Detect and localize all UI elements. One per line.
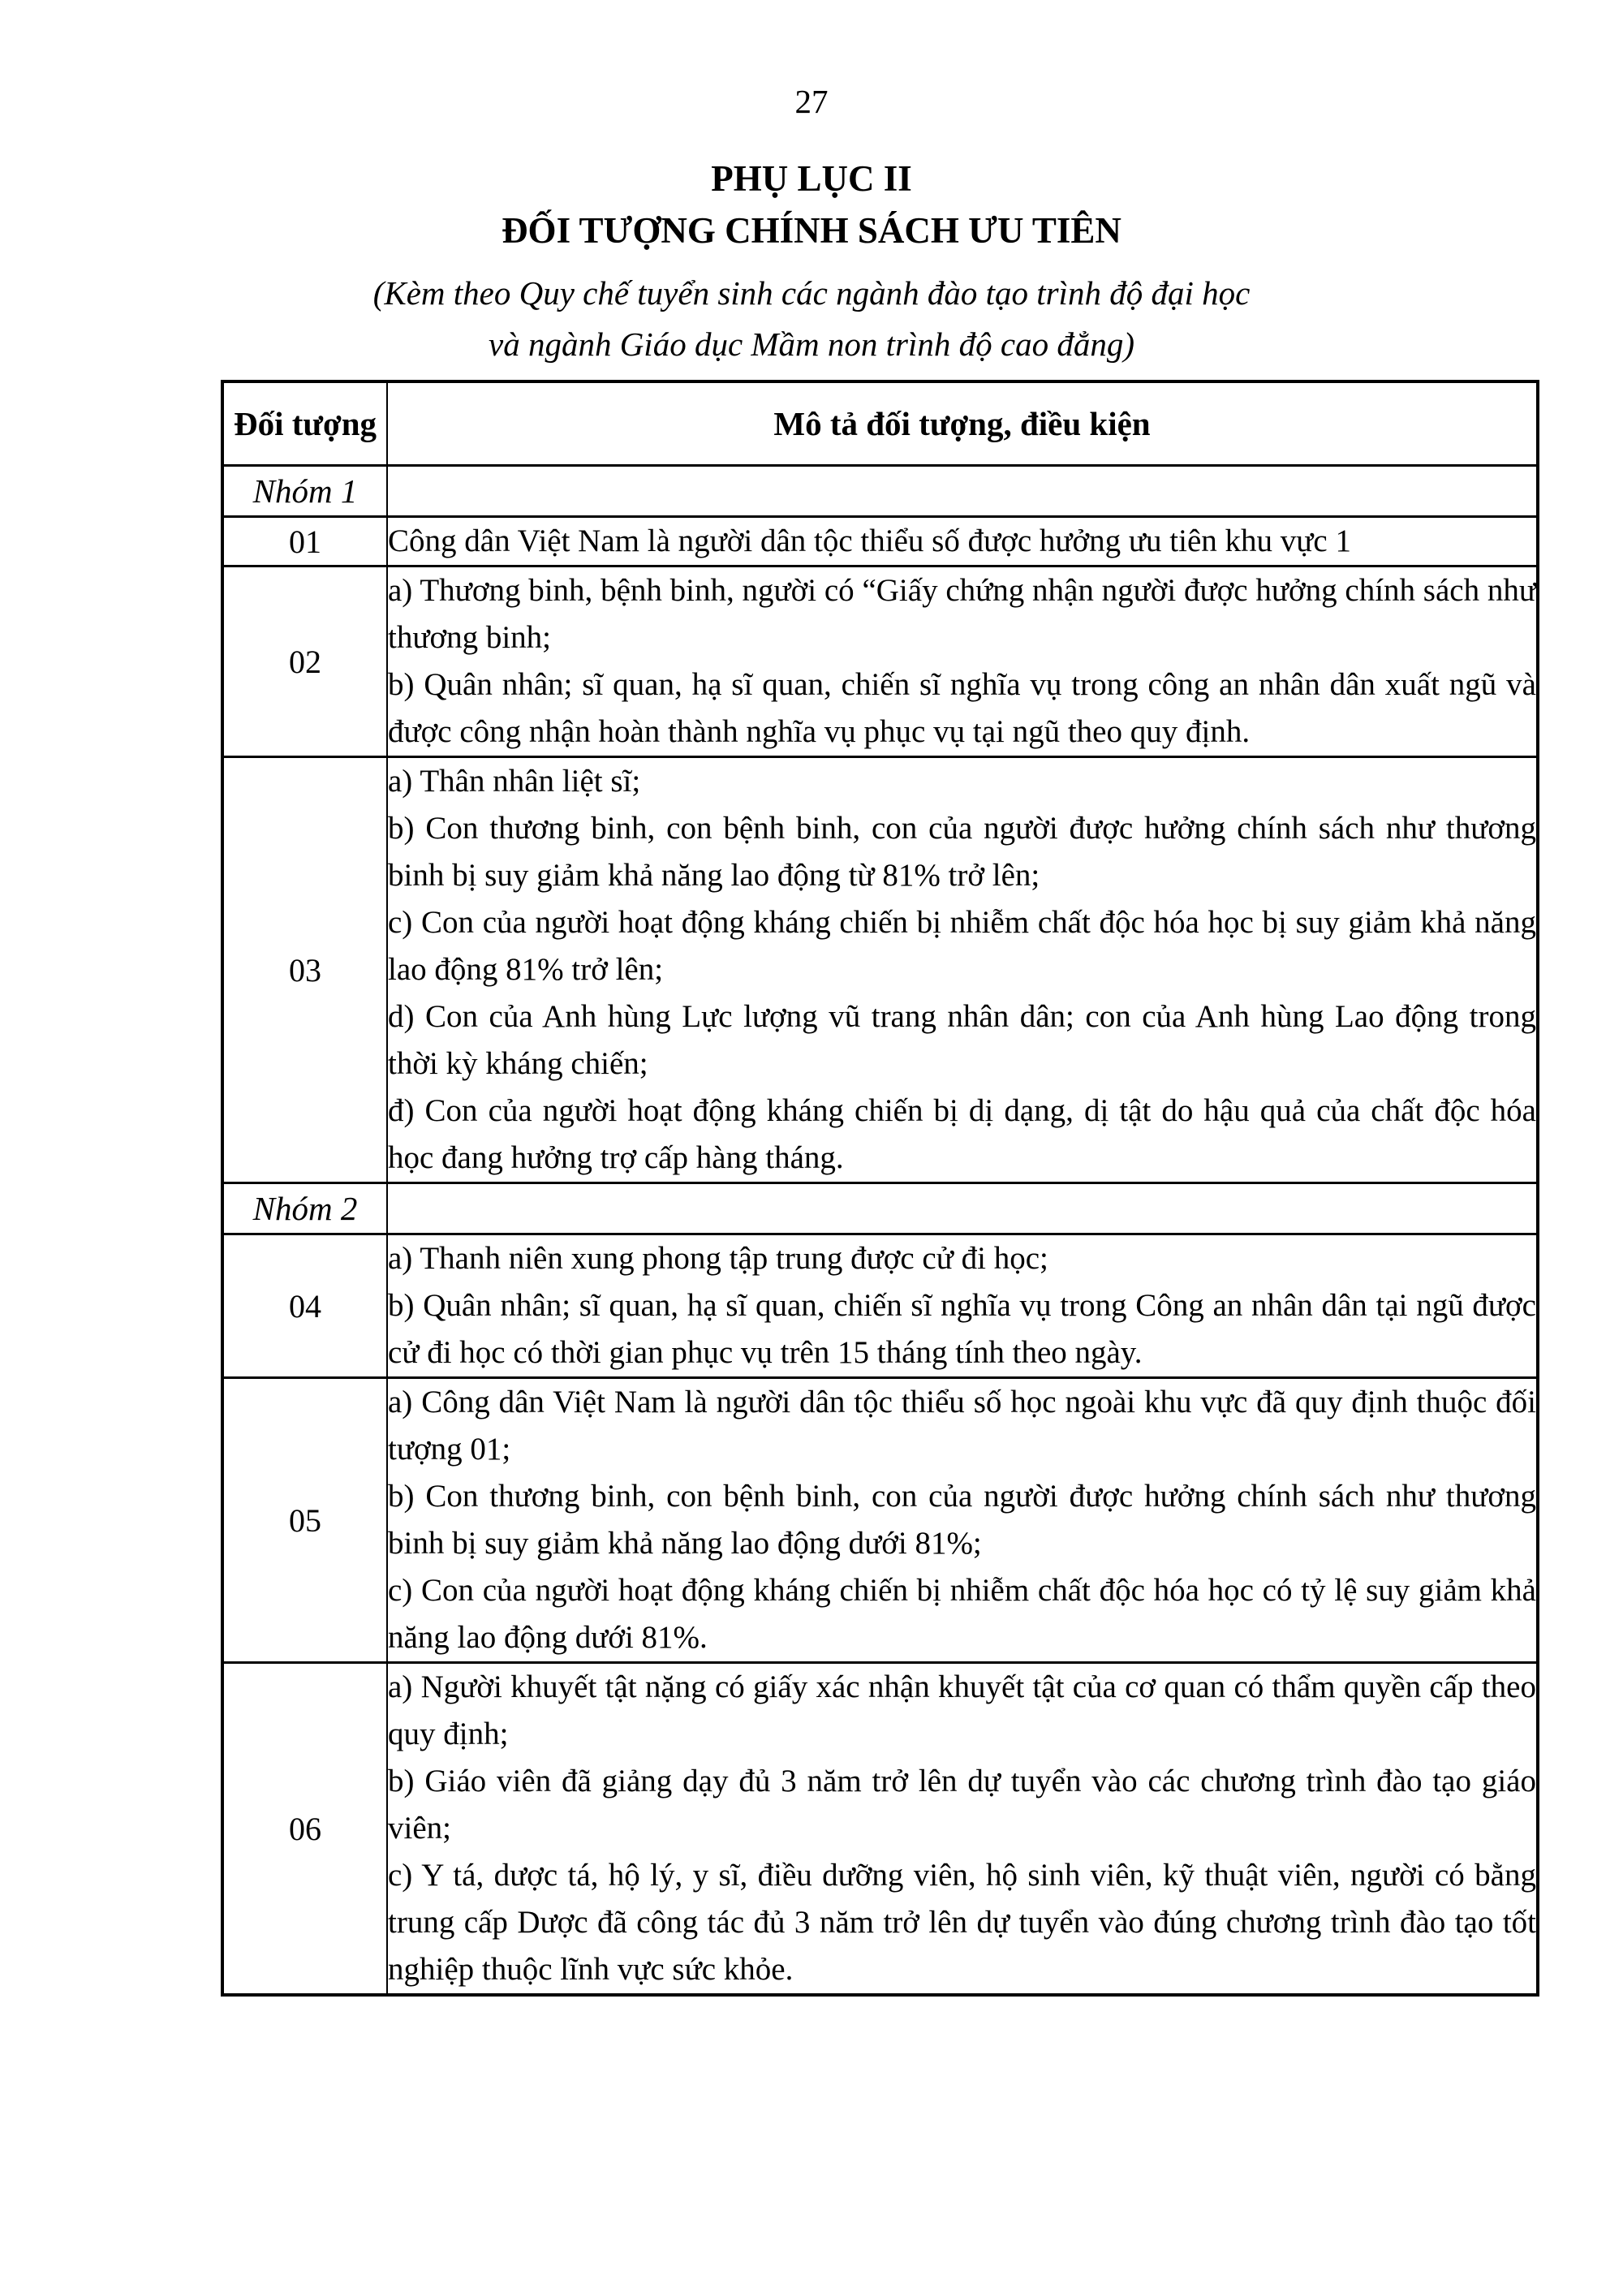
appendix-subject-title: ĐỐI TƯỢNG CHÍNH SÁCH ƯU TIÊN: [502, 210, 1121, 251]
clause: a) Thương binh, bệnh binh, người có “Giấy chứng nhận người được hưởng chính sách như thương binh;: [388, 573, 1536, 655]
clause: b) Quân nhân; sĩ quan, hạ sĩ quan, chiến sĩ nghĩa vụ trong công an nhân dân xuất ngũ và được công nhận hoàn thành nghĩa vụ phục vụ tại ngũ theo quy định.: [388, 667, 1536, 749]
appendix-title: PHỤ LỤC II: [711, 158, 912, 199]
column-header-doi-tuong: Đối tượng: [222, 381, 387, 466]
object-description: [387, 517, 1538, 566]
object-code: 06: [222, 1663, 387, 1996]
attachment-note-line-1: (Kèm theo Quy chế tuyển sinh các ngành đào tạo trình độ đại học: [372, 274, 1251, 312]
clause: a) Công dân Việt Nam là người dân tộc thiểu số học ngoài khu vực đã quy định thuộc đối tượng 01;: [388, 1385, 1536, 1467]
clause: đ) Con của người hoạt động kháng chiến bị dị dạng, dị tật do hậu quả của chất độc hóa học đang hưởng trợ cấp hàng tháng.: [388, 1093, 1536, 1175]
group-empty-cell: [387, 1183, 1538, 1234]
object-description: [387, 1663, 1538, 1996]
title-block: [0, 153, 1623, 256]
object-description: [387, 757, 1538, 1183]
column-header-mo-ta: Mô tả đối tượng, điều kiện: [387, 381, 1538, 466]
group-label: Nhóm 1: [222, 466, 387, 517]
clause: a) Thân nhân liệt sĩ;: [388, 764, 641, 799]
group-row: [222, 466, 1538, 517]
group-empty-cell: [387, 466, 1538, 517]
object-code: 03: [222, 757, 387, 1183]
object-description: [387, 1234, 1538, 1378]
object-code: 04: [222, 1234, 387, 1378]
clause: Công dân Việt Nam là người dân tộc thiểu số được hưởng ưu tiên khu vực 1: [388, 523, 1351, 558]
clause: a) Người khuyết tật nặng có giấy xác nhận khuyết tật của cơ quan có thẩm quyền cấp theo quy định;: [388, 1669, 1536, 1751]
table-row: [222, 1234, 1538, 1378]
clause: c) Y tá, dược tá, hộ lý, y sĩ, điều dưỡng viên, hộ sinh viên, kỹ thuật viên, người có bằng trung cấp Dược đã công tác đủ 3 năm trở lên dự tuyển vào đúng chương trình đào tạo tốt nghiệp thuộc lĩnh vực sức khỏe.: [388, 1858, 1536, 1987]
group-label: Nhóm 2: [222, 1183, 387, 1234]
clause: b) Con thương binh, con bệnh binh, con của người được hưởng chính sách như thương binh bị suy giảm khả năng lao động dưới 81%;: [388, 1479, 1536, 1561]
priority-objects-table: [221, 380, 1539, 1997]
object-description: [387, 566, 1538, 757]
table-row: [222, 1378, 1538, 1663]
table-row: [222, 517, 1538, 566]
clause: a) Thanh niên xung phong tập trung được cử đi học;: [388, 1241, 1048, 1276]
clause: b) Quân nhân; sĩ quan, hạ sĩ quan, chiến sĩ nghĩa vụ trong Công an nhân dân tại ngũ được cử đi học có thời gian phục vụ trên 15 tháng tính theo ngày.: [388, 1288, 1536, 1370]
object-code: 02: [222, 566, 387, 757]
attachment-note-line-2: và ngành Giáo dục Mầm non trình độ cao đẳng): [489, 325, 1134, 363]
clause: d) Con của Anh hùng Lực lượng vũ trang nhân dân; con của Anh hùng Lao động trong thời kỳ kháng chiến;: [388, 999, 1536, 1081]
clause: c) Con của người hoạt động kháng chiến bị nhiễm chất độc hóa học có tỷ lệ suy giảm khả năng lao động dưới 81%.: [388, 1573, 1536, 1655]
page-number: 27: [794, 83, 829, 120]
table-row: [222, 1663, 1538, 1996]
table-row: [222, 757, 1538, 1183]
clause: b) Giáo viên đã giảng dạy đủ 3 năm trở lên dự tuyển vào các chương trình đào tạo giáo viên;: [388, 1764, 1536, 1846]
clause: b) Con thương binh, con bệnh binh, con của người được hưởng chính sách như thương binh bị suy giảm khả năng lao động từ 81% trở lên;: [388, 811, 1536, 893]
table-row: [222, 566, 1538, 757]
table-header-row: [222, 381, 1538, 466]
attachment-note: [0, 268, 1623, 370]
group-row: [222, 1183, 1538, 1234]
object-code: 01: [222, 517, 387, 566]
object-code: 05: [222, 1378, 387, 1663]
clause: c) Con của người hoạt động kháng chiến bị nhiễm chất độc hóa học bị suy giảm khả năng lao động 81% trở lên;: [388, 905, 1536, 987]
object-description: [387, 1378, 1538, 1663]
